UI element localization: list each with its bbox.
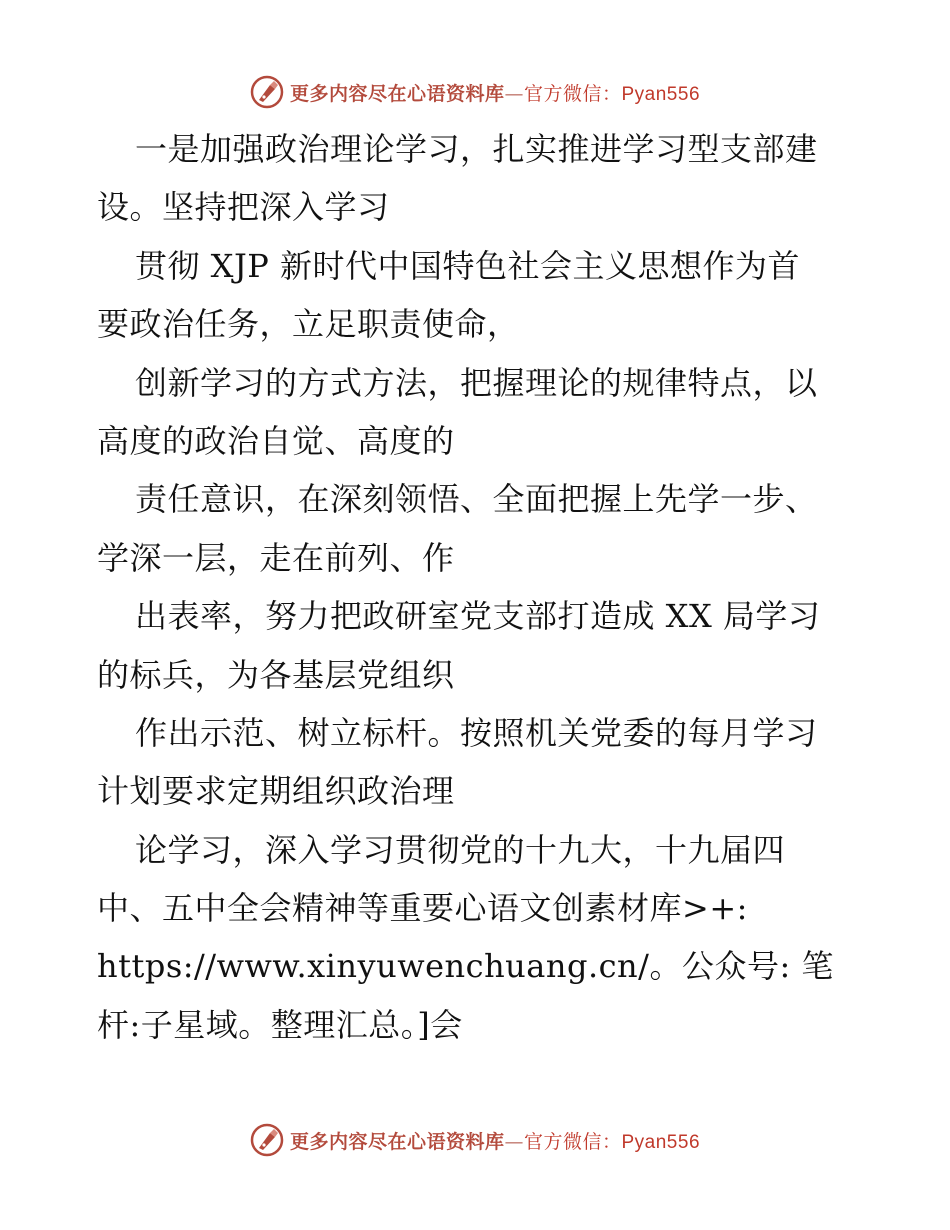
- body-line: 一是加强政治理论学习，扎实推进学习型支部建: [135, 130, 818, 168]
- banner-title: 更多内容尽在心语资料库: [289, 82, 505, 105]
- body-line: 计划要求定期组织政治理: [97, 772, 455, 811]
- footer-banner: [0, 1120, 950, 1160]
- body-line: 论学习，深入学习贯彻党的十九大，十九届四: [135, 830, 786, 869]
- body-line: 要政治任务，立足职责使命，: [97, 305, 520, 344]
- body-line: 作出示范、树立标杆。按照机关党委的每月学习: [135, 713, 818, 752]
- banner-wechat-label: 官方微信：: [523, 1130, 622, 1153]
- banner-separator: —: [504, 1130, 524, 1153]
- header-banner: [0, 72, 950, 112]
- body-line: 责任意识，在深刻领悟、全面把握上先学一步、: [135, 480, 818, 519]
- banner-separator: —: [504, 82, 524, 105]
- body-line: 创新学习的方式方法，把握理论的规律特点，以: [135, 363, 818, 402]
- banner-wechat-id: Pyan556: [621, 83, 701, 105]
- body-line: 贯彻 XJP 新时代中国特色社会主义思想作为首: [135, 246, 800, 285]
- body-line: 设。坚持把深入学习: [97, 188, 390, 227]
- banner-wechat-label: 官方微信：: [523, 82, 622, 105]
- body-line-url: https://www.xinyuwenchuang.cn/。公众号: 笔: [97, 947, 834, 986]
- body-line: 杆:子星域。整理汇总。]会: [97, 1005, 463, 1044]
- banner-title: 更多内容尽在心语资料库: [289, 1130, 505, 1153]
- banner-wechat-id: Pyan556: [621, 1131, 701, 1153]
- pen-nib-logo-icon: [250, 75, 284, 109]
- pen-nib-logo-icon: [250, 1123, 284, 1157]
- body-line: 的标兵，为各基层党组织: [97, 655, 455, 694]
- body-line: 出表率，努力把政研室党支部打造成 XX 局学习: [135, 597, 821, 636]
- body-line: 学深一层，走在前列、作: [97, 538, 455, 577]
- body-line: 高度的政治自觉、高度的: [97, 421, 455, 460]
- body-line: 中、五中全会精神等重要心语文创素材库>+:: [97, 889, 748, 928]
- document-body: [97, 120, 857, 1054]
